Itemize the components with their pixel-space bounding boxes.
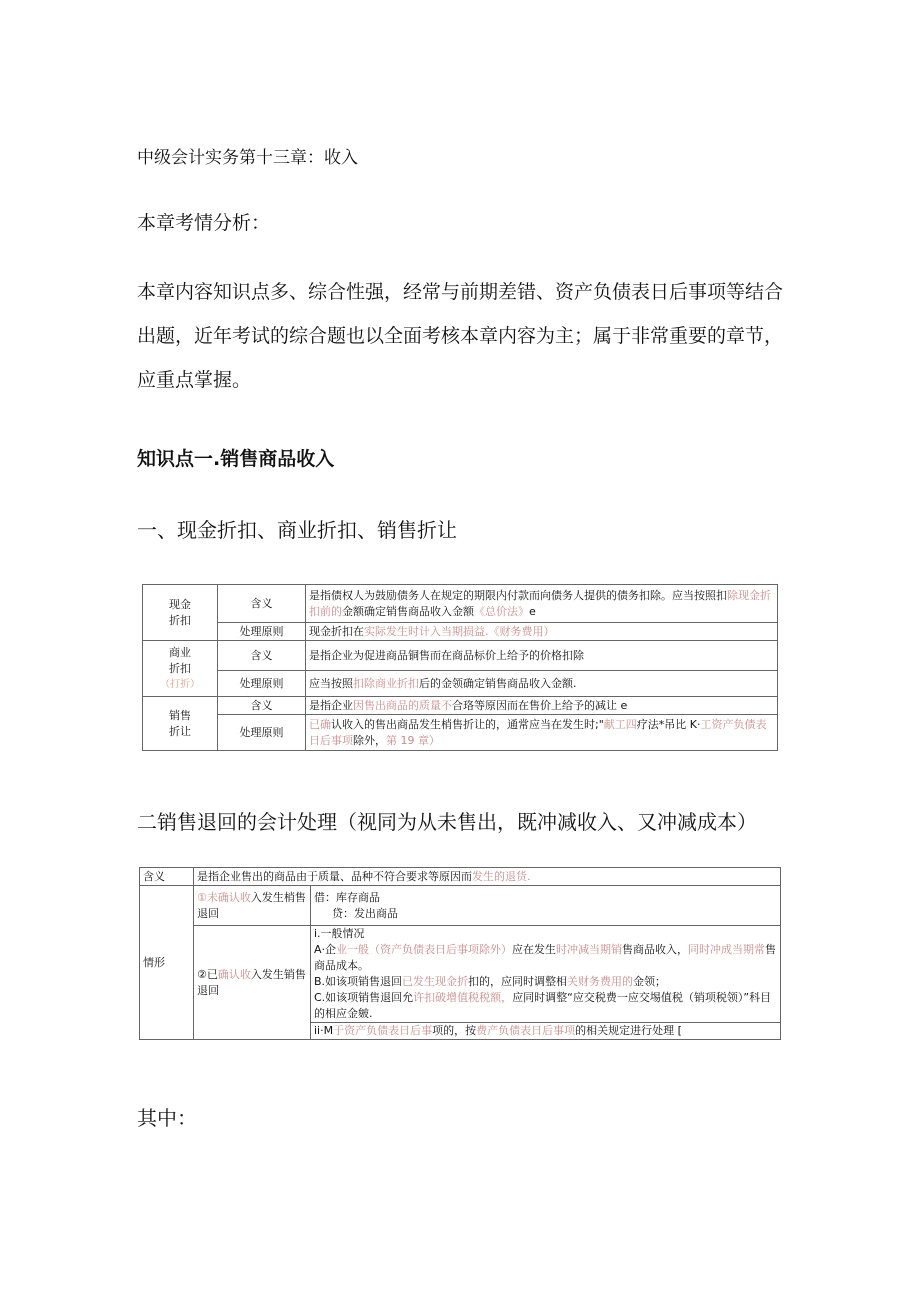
unconfirmed-entry: 借：库存商品 贷：发出商品 [311,886,781,926]
chapter-analysis-heading: 本章考情分析： [137,212,271,234]
commercial-discount-name: 商业 折扣 （打折） [143,641,218,697]
allowance-rule: 已确认收入的售出商品发生梢售折让的，通常应当在发生时;"献工四疗法*吊比 K·工资产负债表日后事项除外，第 19 章） [306,715,778,751]
doc-title: 中级会计实务第十三章：收入 [137,148,358,168]
return-meaning: 是指企业售出的商品由于质量、品种不符合要求等原因而发生的退货. [194,868,781,886]
section2-heading: 二销售退回的会计处理（视同为从未售出，既冲减收入、又冲减成本） [137,810,757,834]
allowance-rule-label: 处理原则 [218,715,306,751]
among-heading: 其中： [137,1106,197,1130]
cash-discount-name: 现金 折扣 [143,585,218,641]
allowance-meaning-label: 含义 [218,697,306,715]
cash-rule: 现金折扣在实际发生时计入当期损益.《财务费用） [306,623,778,641]
confirmed-return: ②已确认收入发生销售退回 [194,926,311,1040]
allowance-meaning: 是指企业因售出商品的质量不合珞等原因而在售价上给予的减让 e [306,697,778,715]
intro-paragraph: 本章内容知识点多、综合性强，经常与前期差错、资产负债表日后事项等结合出题，近年考试的综合题也以全面考核本章内容为主；属于非常重要的章节，应重点掌握。 [137,281,784,391]
commercial-meaning: 是指企业为促进商品铜售而在商品标价上给予的价格扣除 [306,641,778,671]
commercial-rule-label: 处理原则 [218,671,306,697]
return-meaning-label: 含义 [140,868,194,886]
line-a: A·企业一般（资产负债表日后事项除外）应在发生时冲减当期销售商品收入，同时冲成当期常售商品成本。 [314,943,777,972]
cash-meaning-label: 含义 [218,585,306,623]
commercial-rule: 应当按照扣除商业折扣后的金领确定销售商品收入金额. [306,671,778,697]
knowledge-point-heading: 知识点一.销售商品收入 [137,448,335,470]
discount-table [142,584,778,751]
line-c: C.如该项销售退回允许扣破增值税税额，应同时调整“应交税费一应交埸值税（销项税领）”科目的相应金皴. [314,991,772,1020]
section1-heading: 一、现金折扣、商业折扣、销售折让 [137,518,457,542]
unconfirmed-return: ①未确认收入发生梢售退回 [194,886,311,926]
commercial-meaning-label: 含义 [218,641,306,671]
sales-return-table [139,867,781,1040]
cash-rule-label: 处理原则 [218,623,306,641]
general-case: i.一般情况 [314,927,365,940]
line-ii: ii·M于资产负债表日后事项的，按费产负债表日后事项的相关规定进行处理 [ [311,1022,780,1039]
sales-allowance-name: 销售 折让 [143,697,218,751]
cash-meaning: 是指债权人为鼓励债务人在规定的期限内付款而向债务人提供的债务扣除。应当按照扣除现金折扣前的金额确定销售商品收入金额《总价法》e [306,585,778,623]
situation-label: 情形 [140,886,194,1040]
line-b: B.如该项销售退回已发生现金折扣的，应同时调整相关财务费用的金领； [314,975,667,988]
